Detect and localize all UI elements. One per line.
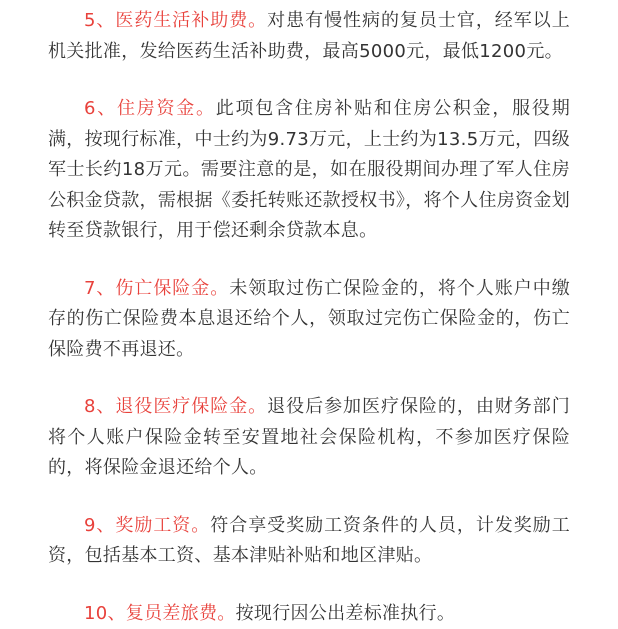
paragraph-housing-fund <box>48 94 570 247</box>
paragraph-heading: 8、退役医疗保险金。 <box>84 396 267 417</box>
paragraph-text: 符合享受奖励工资条件的人员，计发奖励工资，包括基本工资、基本津贴补贴和地区津贴。 <box>48 515 570 567</box>
paragraph-heading: 7、伤亡保险金。 <box>84 278 229 299</box>
paragraph-heading: 6、住房资金。 <box>84 98 216 119</box>
paragraph-medical-insurance <box>48 392 570 484</box>
paragraph-text: 此项包含住房补贴和住房公积金，服役期满，按现行标准，中士约为9.73万元，上士约为13.5万元，四级军士长约18万元。需要注意的是，如在服役期间办理了军人住房公积金贷款，需根据《委托转账还款授权书》，将个人住房资金划转至贷款银行，用于偿还剩余贷款本息。 <box>48 98 570 241</box>
paragraph-travel-expense <box>48 599 570 629</box>
paragraph-heading: 5、医药生活补助费。 <box>84 10 267 31</box>
paragraph-medical-allowance <box>48 6 570 67</box>
paragraph-heading: 9、奖励工资。 <box>84 515 210 536</box>
paragraph-text: 对患有慢性病的复员士官，经军以上机关批准，发给医药生活补助费，最高5000元，最低1200元。 <box>48 10 570 62</box>
paragraph-casualty-insurance <box>48 274 570 366</box>
paragraph-heading: 10、复员差旅费。 <box>84 603 236 624</box>
paragraph-text: 未领取过伤亡保险金的，将个人账户中缴存的伤亡保险费本息退还给个人，领取过完伤亡保险金的，伤亡保险费不再退还。 <box>48 278 570 360</box>
paragraph-text: 按现行因公出差标准执行。 <box>236 603 456 624</box>
paragraph-text: 退役后参加医疗保险的，由财务部门将个人账户保险金转至安置地社会保险机构，不参加医疗保险的，将保险金退还给个人。 <box>48 396 570 478</box>
paragraph-reward-wage <box>48 511 570 572</box>
